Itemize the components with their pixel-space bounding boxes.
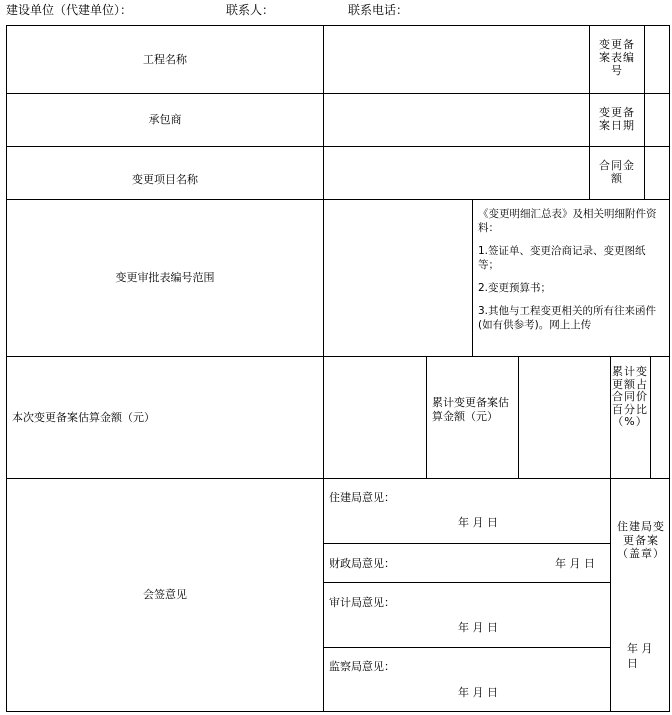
column-divider <box>589 25 590 200</box>
row-divider <box>6 199 670 200</box>
approval-no-range-label: 变更审批表编号范围 <box>115 271 215 284</box>
column-divider <box>610 478 611 712</box>
table-border-top <box>6 25 670 26</box>
housing-opinion-label: 住建局意见： <box>329 491 395 504</box>
seal-day: 日 <box>627 657 638 670</box>
supervision-opinion-label: 监察局意见： <box>329 660 395 673</box>
attachments-item-3: 3.其他与工程变更相关的所有往来函件(如有供参考)。网上上传 <box>478 305 657 331</box>
supervision-opinion-date: 年 月 日 <box>458 686 498 699</box>
contact-label: 联系人： <box>226 3 275 17</box>
finance-opinion-date: 年 月 日 <box>555 557 595 570</box>
column-divider <box>650 356 651 479</box>
column-divider <box>610 356 611 479</box>
change-record-no-label: 变更备案表编号 <box>599 38 635 77</box>
column-divider <box>323 25 324 712</box>
project-name-label: 工程名称 <box>143 53 187 66</box>
change-record-date-label: 变更备案日期 <box>599 106 635 132</box>
audit-opinion-date: 年 月 日 <box>458 621 498 634</box>
audit-opinion-label: 审计局意见： <box>329 596 395 609</box>
sub-row-divider <box>323 543 610 544</box>
sub-row-divider <box>323 582 610 583</box>
contractor-label: 承包商 <box>148 113 182 126</box>
column-divider <box>426 356 427 479</box>
countersign-label: 会签意见 <box>143 588 187 601</box>
contract-amount-label: 合同金额 <box>599 159 635 185</box>
table-border-left <box>6 25 7 712</box>
housing-opinion-date: 年 月 日 <box>458 516 498 529</box>
row-divider <box>6 146 670 147</box>
attachments-item-2: 2.变更预算书； <box>478 282 552 294</box>
sub-row-divider <box>323 647 610 648</box>
finance-opinion-label: 财政局意见： <box>329 557 395 570</box>
cumulative-estimate-label: 累计变更备案估算金额（元） <box>432 396 509 423</box>
change-item-name-label: 变更项目名称 <box>132 173 198 186</box>
row-divider <box>6 356 670 357</box>
attachments-intro: 《变更明细汇总表》及相关明细附件资料： <box>478 208 657 234</box>
housing-seal-label: 住建局变更备案（盖章） <box>617 520 665 560</box>
column-divider <box>472 199 473 357</box>
attachments-item-1: 1.签证单、变更洽商记录、变更图纸等； <box>478 245 646 271</box>
row-divider <box>6 93 670 94</box>
cumulative-ratio-label: 累计变更额占合同价百分比（%） <box>612 365 648 428</box>
seal-year-month: 年 月 <box>627 642 653 655</box>
builder-unit-label: 建设单位（代建单位）： <box>6 3 133 17</box>
phone-label: 联系电话： <box>348 3 409 17</box>
column-divider <box>644 25 645 200</box>
row-divider <box>6 478 670 479</box>
estimate-amount-label: 本次变更备案估算金额（元） <box>12 411 155 424</box>
table-border-bottom <box>6 711 670 712</box>
column-divider <box>518 356 519 479</box>
attachments-list <box>478 207 666 332</box>
table-border-right <box>669 25 670 712</box>
